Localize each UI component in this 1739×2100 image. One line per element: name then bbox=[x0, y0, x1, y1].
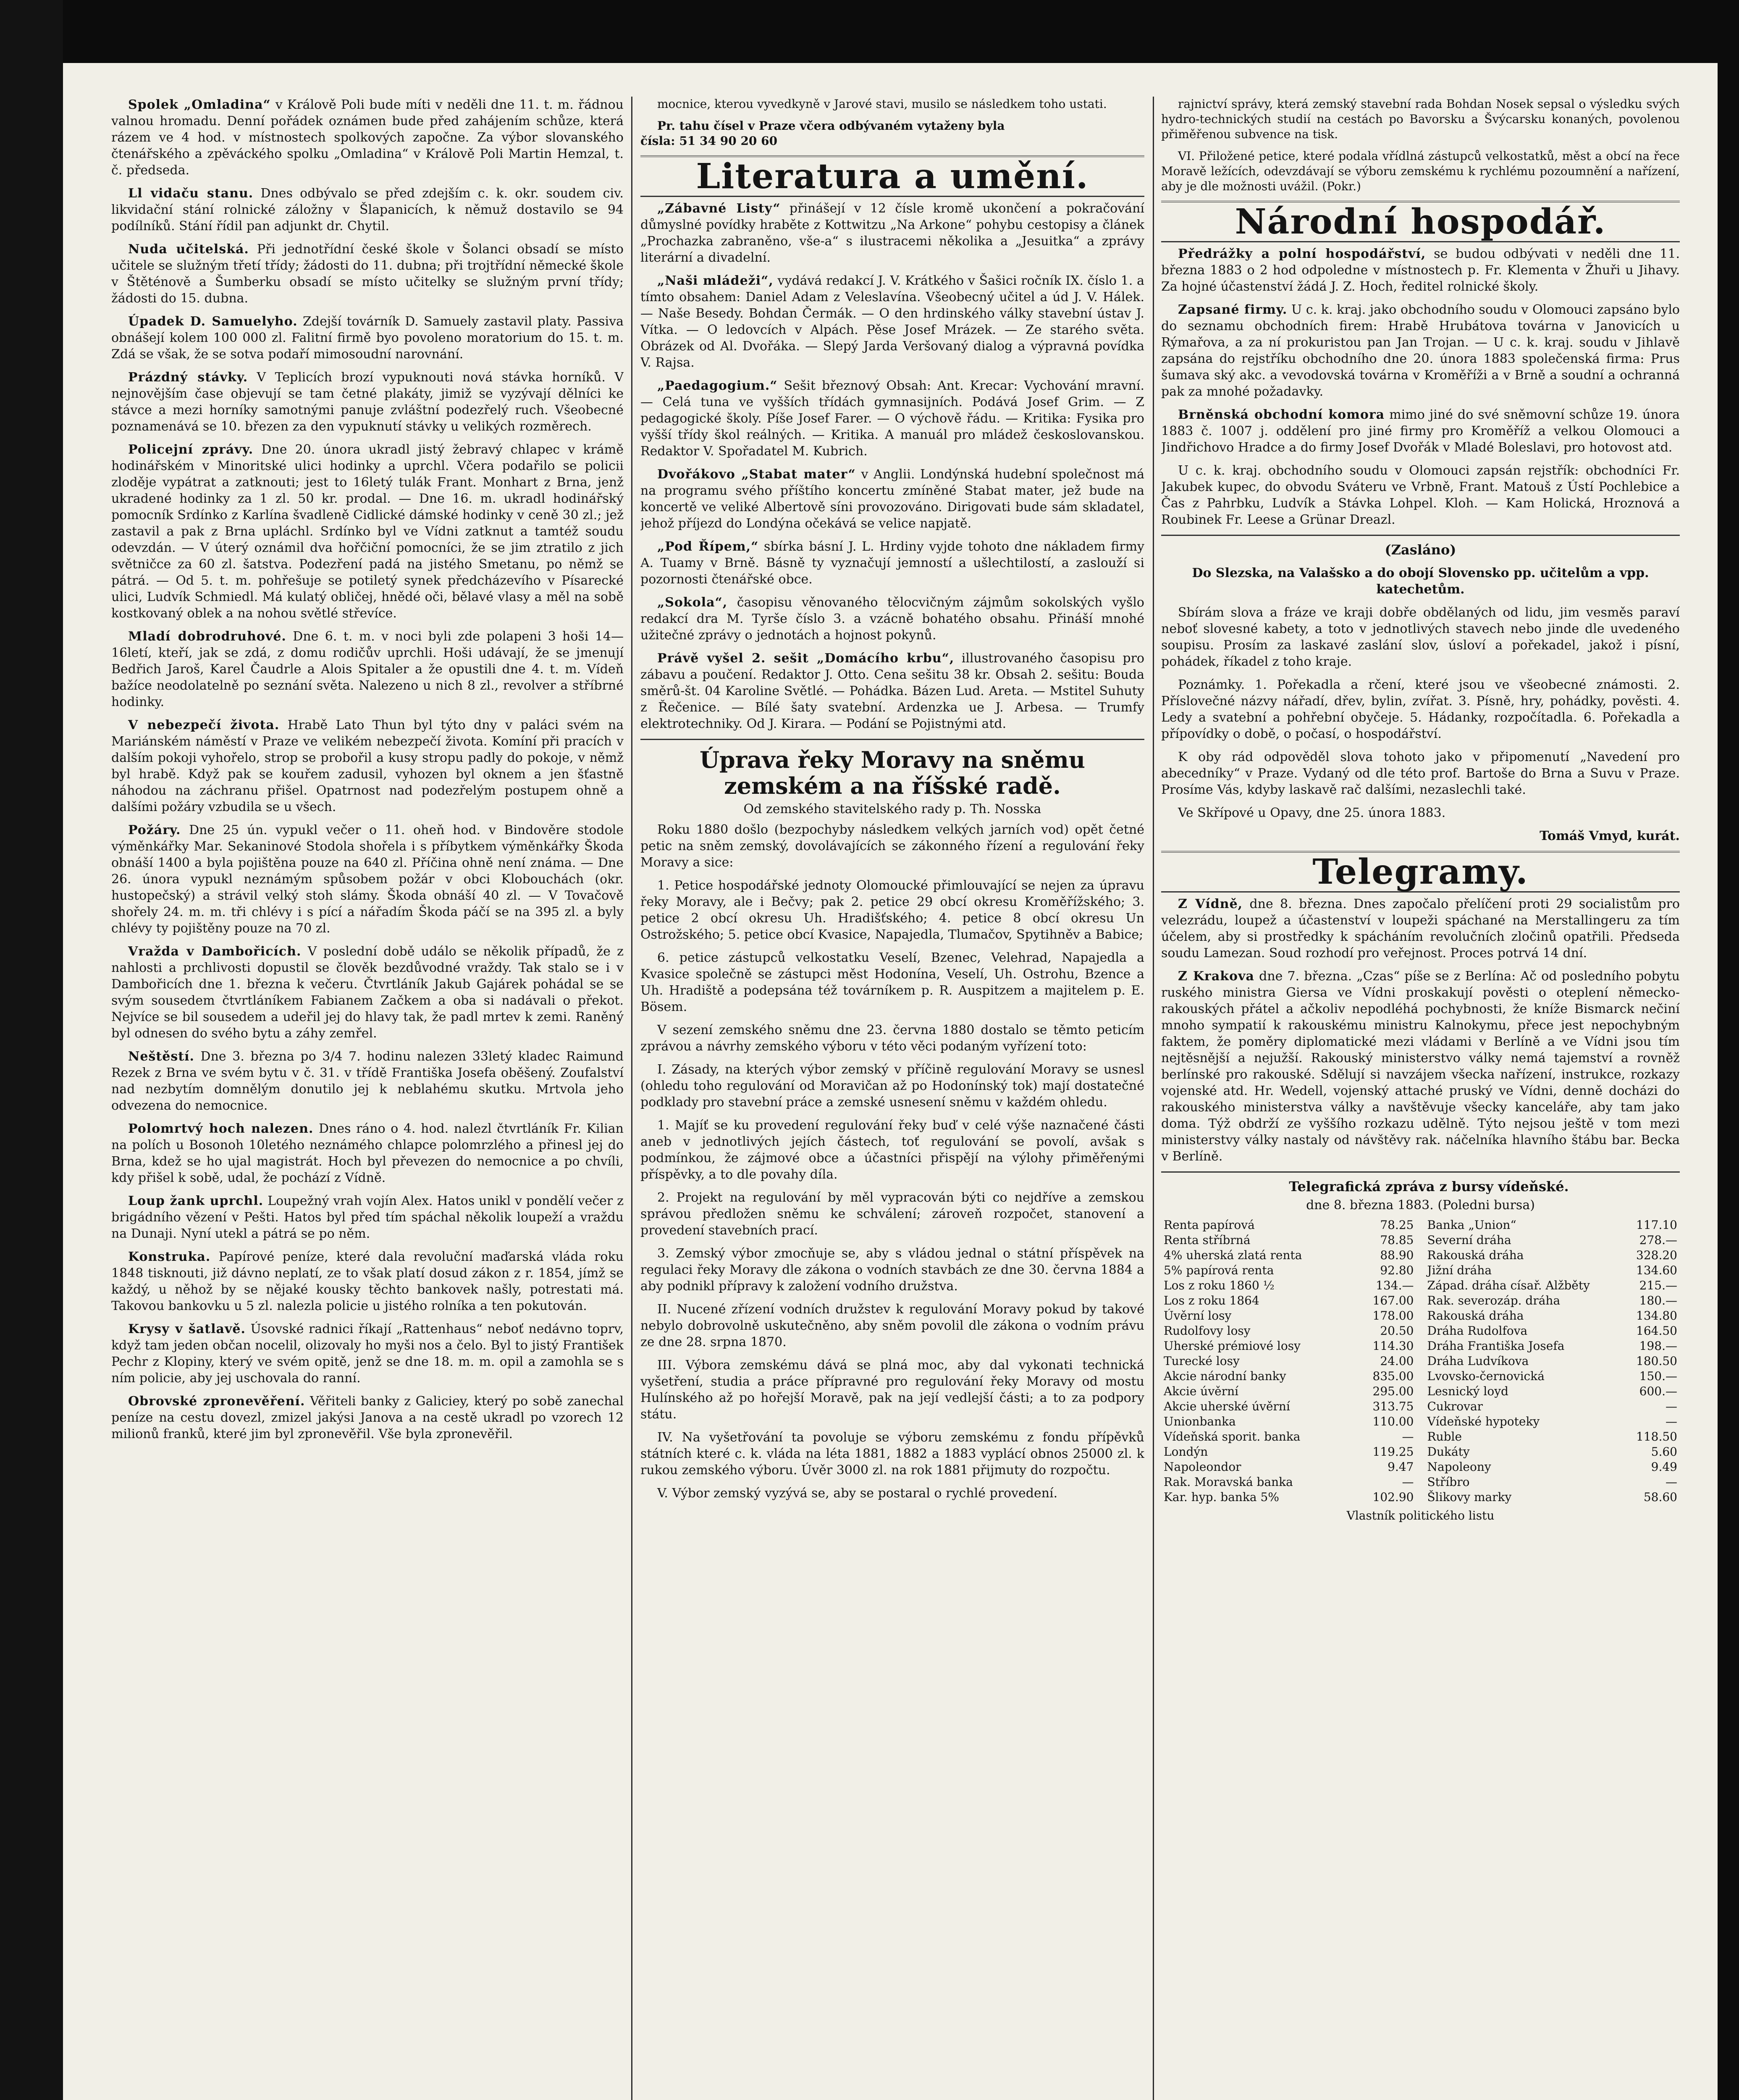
article-paragraph: 1. Petice hospodářské jednoty Olomoucké přimlouvající se nejen za úpravu řeky Moravy, ale i Bečvy; pak 2. petice 29 obcí okresu Kroměřížského; 3. petice 2 obcí okresu Uh. Hradišťského; 4. petice 8 obcí okresu Un Ostrožského; 5. petice obcí Kvasice, Napajedla, Tlumačov, Spytihněv a Babice; bbox=[640, 878, 1144, 942]
section-title-literature: Literatura a umění. bbox=[640, 155, 1144, 197]
news-item bbox=[1161, 302, 1680, 400]
burza-row bbox=[1425, 1308, 1680, 1323]
burza-value: 9.47 bbox=[1388, 1460, 1414, 1474]
burza-value: 134.80 bbox=[1636, 1309, 1677, 1323]
burza-row bbox=[1425, 1429, 1680, 1444]
article-paragraph: III. Výbora zemskému dává se plná moc, aby dal vykonati technická vyšetření, studia a práce přípravné pro regulování řeky Moravy od mostu Hulínského až po hořejší Moravě, pak na její vedlejší části; a to za podpory státu. bbox=[640, 1358, 1144, 1422]
burza-item: Uherské prémiové losy bbox=[1164, 1339, 1301, 1353]
burza-item: Kar. hyp. banka 5% bbox=[1164, 1490, 1279, 1504]
burza-item: Turecké losy bbox=[1164, 1354, 1240, 1368]
burza-value: 134.60 bbox=[1636, 1263, 1677, 1277]
news-item-lead: Loup žank uprchl. bbox=[128, 1194, 264, 1208]
news-item-lead: Mladí dobrodruhové. bbox=[128, 629, 286, 644]
burza-item: Vídeňské hypoteky bbox=[1427, 1415, 1540, 1428]
burza-value: 180.50 bbox=[1636, 1354, 1677, 1368]
newspaper-page bbox=[63, 63, 1718, 2100]
news-item-text: Loupežný vrah vojín Alex. Hatos unikl v pondělí večer z brigádního vězení v Pešti. Hatos byl před tím spáchal několik loupeží a vraždu na Dunaji. Nyní utekl a pátrá se po něm. bbox=[111, 1194, 624, 1241]
news-item-text: V Teplicích brozí vypuknouti nová stávka horníků. V nejnovějším čase objevují se tam četné plakáty, jimiž se vyzývají dělníci ke stávce a mezi horníky samotnými panuje zvláštní podezřelý ruch. Všeobecné poznamenává se 10. březen za den vypuknutí stávky u velikých rozměrech. bbox=[111, 370, 624, 434]
burza-item: Los z roku 1864 bbox=[1164, 1294, 1259, 1307]
burza-row bbox=[1425, 1278, 1680, 1293]
news-item-lead: „Naši mládeži“, bbox=[657, 273, 774, 288]
burza-row bbox=[1161, 1308, 1416, 1323]
news-item bbox=[111, 1321, 624, 1386]
burza-row bbox=[1161, 1444, 1416, 1460]
burza-value: 78.85 bbox=[1380, 1233, 1414, 1247]
news-item-lead: Krysy v šatlavě. bbox=[128, 1322, 246, 1336]
column-left bbox=[111, 97, 624, 2100]
burza-row bbox=[1161, 1369, 1416, 1384]
article-paragraph: II. Nucené zřízení vodních družstev k regulování Moravy pokud by takové nebylo dobrovolně uskutečněno, aby sněm povolil dle zákona o vodním právu ze dne 28. srpna 1870. bbox=[640, 1302, 1144, 1349]
column-middle bbox=[640, 97, 1144, 2100]
burza-value: 117.10 bbox=[1636, 1218, 1677, 1232]
news-item bbox=[640, 594, 1144, 643]
news-item bbox=[111, 97, 624, 178]
news-item-lead: „Sokola“, bbox=[657, 595, 728, 610]
burza-value: 178.00 bbox=[1372, 1309, 1414, 1323]
burza-value: 167.00 bbox=[1372, 1294, 1414, 1307]
news-item-text: sbírka básní J. L. Hrdiny vyjde tohoto dne nákladem firmy A. Tuamy v Brně. Básně ty vyznačují jemností a ušlechtilostí, a zaslouží si pozornosti čtenářské obce. bbox=[640, 539, 1144, 587]
burza-item: Dukáty bbox=[1427, 1445, 1470, 1459]
news-item-text: v Králově Poli bude míti v neděli dne 11. t. m. řádnou valnou hromadu. Denní pořádek oznámen bude před zahájením schůze, která rázem ve 4 hod. v místnostech spolkových započne. Za výbor slovanského čtenářského a zpěváckého spolku „Omladina“ v Králově Poli Martin Hemzal, t. č. předseda. bbox=[111, 97, 624, 178]
burza-item: Londýn bbox=[1164, 1445, 1208, 1459]
burza-row bbox=[1425, 1369, 1680, 1384]
burza-row bbox=[1425, 1384, 1680, 1399]
news-item-lead: Brněnská obchodní komora bbox=[1178, 407, 1385, 422]
burza-row bbox=[1161, 1414, 1416, 1429]
news-item-lead: Vražda v Dambořicích. bbox=[128, 944, 302, 959]
news-item-lead: Požáry. bbox=[128, 823, 181, 837]
burza-value: — bbox=[1402, 1430, 1414, 1444]
news-item-text: illustrovaného časopisu pro zábavu a poučení. Redaktor J. Otto. Cena sešitu 38 kr. Obsah 2. sešitu: Bouda směrů-št. 04 Karoline Světlé. — Pohádka. Bázen Lud. Areta. — Mstitel Suhuty z Řečenice. — Bílé šaty svatební. Ardenzka ue J. Arbesa. — Trumfy elektrotechniky. Od J. Kirara. — Podání se Pojistnými atd. bbox=[640, 651, 1144, 731]
burza-row bbox=[1161, 1263, 1416, 1278]
burza-value: 215.— bbox=[1639, 1278, 1677, 1292]
burza-row bbox=[1425, 1490, 1680, 1505]
burza-value: 328.20 bbox=[1636, 1248, 1677, 1262]
continuation-text-2: VI. Přiložené petice, které podala vřídlná zástupců velkostatků, měst a obcí na řece Moravě ležících, odevzdávají se výboru zemskému k rychlému pozoumnění a nařízení, aby je dle možnosti uvážil. (Pokr.) bbox=[1161, 149, 1680, 193]
news-item-lead: „Pod Řípem,“ bbox=[657, 539, 759, 554]
burza-row bbox=[1425, 1414, 1680, 1429]
news-item-text: v Anglii. Londýnská hudební společnost má na programu svého příštího koncertu zmíněné Stabat mater, jež bude na koncertě ve veliké Albertově síni provozováno. Dirigovati bude sám skladatel, jehož příjezd do Londýna očekává se velice napjatě. bbox=[640, 467, 1144, 531]
zaslano-paragraph: Sbírám slova a fráze ve kraji dobře obdělaných od lidu, jim vesměs paraví neboť slovesné kabety, a toto v jednotlivých stavech nebo jinde dle uvedeného soupisu. Prosím za laskavé zaslání slov, úsloví a pořekadel, jakož i písní, pohádek, říkadel z toho kraje. bbox=[1161, 605, 1680, 669]
burza-row bbox=[1425, 1475, 1680, 1490]
burza-value: 110.00 bbox=[1372, 1415, 1414, 1428]
news-item-text: Dne 6. t. m. v noci byli zde polapeni 3 hoši 14—16letí, kteří, jak se zdá, z domu rodičův uprchli. Hoši udávají, že se jmenují Bedřich Jaroš, Karel Čaudrle a Alois Spitaler a že opustili dne 4. t. m. Vídeň bažíce neodolatelně po seznání světa. Nalezeno u nich 8 zl., revolver a stříbrné hodinky. bbox=[111, 629, 624, 709]
burza-row bbox=[1425, 1293, 1680, 1308]
news-item bbox=[111, 241, 624, 307]
news-item-text: dne 8. března. Dnes započalo přelíčení proti 29 socialistům pro velezrádu, loupež a účastenství v loupeži spáchané na Merstallingeru za tím účelem, aby si prostředky k spácháním revolučních zločinů opatřili. Předseda soudu Lamezan. Soud rozhodí pro veřejnost. Proces potrvá 14 dní. bbox=[1161, 897, 1680, 961]
article-subtitle: Od zemského stavitelského rady p. Th. Nosska bbox=[743, 802, 1041, 816]
news-item-lead: Ll vidaču stanu. bbox=[128, 186, 254, 201]
news-item-text: U c. k. kraj. obchodního soudu v Olomouci zapsán rejstřík: obchodníci Fr. Jakubek kupec, do obvodu Sváteru ve Vrbně, Frant. Matouš z Ústí Pochlebice a Čas z Pahrbku, Ludvík a Stávka Lohpel. Kloh. — Kam Holická, Hroznová a Roubinek Fr. Leese a Grünar Dreazl. bbox=[1161, 463, 1680, 527]
burza-row bbox=[1161, 1475, 1416, 1490]
news-item-lead: „Zábavné Listy“ bbox=[657, 201, 781, 216]
burza-value: 295.00 bbox=[1372, 1384, 1414, 1398]
burza-row bbox=[1425, 1263, 1680, 1278]
burza-subtitle: dne 8. března 1883. (Poledni bursa) bbox=[1306, 1198, 1535, 1213]
article-paragraph: 3. Zemský výbor zmocňuje se, aby s vládou jednal o státní příspěvek na regulaci řeky Moravy dle zákona o vodních stavbách ze dne 30. června 1884 a aby podnikl přípravy k založení vodního družstva. bbox=[640, 1246, 1144, 1294]
burza-item: Rak. Moravská banka bbox=[1164, 1475, 1293, 1489]
news-item bbox=[111, 717, 624, 815]
news-item-text: Při jednotřídní české škole v Šolanci obsadí se místo učitele se služným třetí třídy; žádosti do 11. dubna; při trojtřídní německé škole v Štěténově a Šumberku obsadí se místo učitelky se služným první třídy; žádosti do 15. dubna. bbox=[111, 242, 624, 306]
news-item-lead: Předrážky a polní hospodářství, bbox=[1178, 247, 1426, 261]
news-item bbox=[111, 1121, 624, 1186]
burza-value: 24.00 bbox=[1380, 1354, 1414, 1368]
news-item bbox=[111, 185, 624, 234]
burza-row bbox=[1425, 1354, 1680, 1369]
page-gutter bbox=[0, 0, 63, 2100]
article-paragraph: Roku 1880 došlo (bezpochyby následkem velkých jarních vod) opět četné petic na sněm zemský, dovolávajících se zákonného řízení a regulování řeky Moravy a sice: bbox=[640, 822, 1144, 870]
burza-value: 278.— bbox=[1639, 1233, 1677, 1247]
divider bbox=[1161, 535, 1680, 536]
burza-value: 88.90 bbox=[1380, 1248, 1414, 1262]
article-paragraph: I. Zásady, na kterých výbor zemský v příčině regulování Moravy se usnesl (ohledu toho regulování od Moravičan až po Hodonínský tok) mají dostatečné podklady pro stavební práce a zemské usnesení sněmu v každém ohledu. bbox=[640, 1062, 1144, 1110]
burza-value: 134.— bbox=[1376, 1278, 1414, 1292]
news-item-text: Dnes odbývalo se před zdejším c. k. okr. soudem civ. likvidační stání rolnické záložny v Šlapanicích, k němuž dostavilo se 94 podílníků. Stání řídil pan adjunkt dr. Chytil. bbox=[111, 186, 624, 234]
burza-value: 150.— bbox=[1639, 1369, 1677, 1383]
news-item-lead: Neštěstí. bbox=[128, 1049, 194, 1064]
burza-item: Severní dráha bbox=[1427, 1233, 1511, 1247]
news-item-text: Dnes ráno o 4. hod. nalezl čtvrtláník Fr. Kilian na polích u Bosonoh 10letého neznámého chlapce polomrzlého a přinesl jej do Brna, kdež se ho ujal magistrát. Hoch byl převezen do nemocnice a po chvíli, kdy přišel k sobě, udal, že pochází z Vídně. bbox=[111, 1121, 624, 1185]
news-item bbox=[640, 200, 1144, 266]
news-item bbox=[640, 378, 1144, 459]
burza-footer: Vlastník politického listu bbox=[1346, 1509, 1495, 1522]
burza-row bbox=[1161, 1429, 1416, 1444]
continuation-text: rajnictví správy, která zemský stavební rada Bohdan Nosek sepsal o výsledku svých hydro-technických studií na cestách po Bavorsku a Švýcarsku konaných, povolenou přiměřenou subvence na tisk. bbox=[1161, 97, 1680, 141]
burza-row bbox=[1161, 1218, 1416, 1233]
burza-item: Lesnický loyd bbox=[1427, 1384, 1508, 1398]
burza-row bbox=[1425, 1444, 1680, 1460]
burza-row bbox=[1425, 1460, 1680, 1475]
burza-row bbox=[1161, 1354, 1416, 1369]
burza-table-left bbox=[1161, 1218, 1416, 1505]
burza-item: Renta stříbrná bbox=[1164, 1233, 1251, 1247]
burza-row bbox=[1161, 1323, 1416, 1339]
news-item-text: vydává redakcí J. V. Krátkého v Šašici ročník IX. číslo 1. a tímto obsahem: Daniel Adam z Veleslavína. Všeobecný učitel a úd J. V. Hálek. — Naše Besedy. Bohdan Čermák. — O den hrdinského války stavební ústav J. Vítka. — O ledovcích v Alpách. Pěse Josef Mrázek. — Ze starého světa. Obrázek od Al. Dvořáka. — Slepý Jarda Veršovaný dialog a výpravná povídka V. Rajsa. bbox=[640, 273, 1144, 370]
divider bbox=[1161, 1171, 1680, 1173]
burza-item: Cukrovar bbox=[1427, 1399, 1483, 1413]
zaslano-paragraph: Poznámky. 1. Pořekadla a rčení, které jsou ve všeobecné známosti. 2. Příslovečné názvy nářadí, dřev, bylin, zvířat. 3. Písně, hry, pohádky, pověsti. 4. Ledy a svatební a pohřební obyčeje. 5. Hádanky, rozpočítadla. 6. Pořekadla a přípovídky o době, o počasí, o hospodářství. bbox=[1161, 677, 1680, 741]
telegrams-section bbox=[1161, 896, 1680, 1165]
burza-item: Napoleony bbox=[1427, 1460, 1491, 1474]
news-item-text: Hrabě Lato Thun byl týto dny v paláci svém na Mariánském náměstí v Praze ve velikém nebezpečí života. Komíní při pracích v dalším pokoji vyhořelo, strop se probořil a kusy stropu padly do pokoje, v němž byl hrabě. Když pak se kouřem zadusil, vyhozen byl oknem a jen šťastně náhodou na záchranu přišel. Opatrnost nad podezřelým postupem ohně a dalšími požáry vzbudila se u všech. bbox=[111, 718, 624, 814]
article-paragraph: V sezení zemského sněmu dne 23. června 1880 dostalo se těmto peticím zprávou a návrhy zemského výboru v této věci podaným vyřízení toto: bbox=[640, 1023, 1144, 1054]
news-item bbox=[111, 943, 624, 1042]
news-item-lead: Zapsané firmy. bbox=[1178, 302, 1288, 317]
burza-item: Šlikovy marky bbox=[1427, 1490, 1512, 1504]
news-item bbox=[111, 441, 624, 622]
article-paragraph: IV. Na vyšetřování ta povoluje se výboru zemskému z fondu přípěvků státních které c. k. vláda na léta 1881, 1882 a 1883 vyplácí obnos 25000 zl. k rukou zemského výboru. Úvěr 3000 zl. na rok 1881 přijmuty do rozpočtu. bbox=[640, 1430, 1144, 1478]
burza-row bbox=[1161, 1339, 1416, 1354]
lottery-label: Pr. tahu čísel v Praze včera odbývaném vytaženy byla bbox=[657, 119, 1005, 133]
news-item-lead: Nuda učitelská. bbox=[128, 242, 249, 257]
burza-value: 58.60 bbox=[1643, 1490, 1677, 1504]
burza-row bbox=[1161, 1384, 1416, 1399]
news-item-text: mimo jiné do své sněmovní schůze 19. února 1883 č. 1007 j. oddělení pro jiné firmy pro Kroměříž a velkou Olomouci a Jindřichovo Hradce a do firmy Josef Dvořák v Mladé Boleslavi, pro hotovost atd. bbox=[1161, 407, 1680, 455]
burza-item: Akcie národní banky bbox=[1164, 1369, 1286, 1383]
column-rule-2 bbox=[1153, 97, 1154, 2100]
news-item-lead: Policejní zprávy. bbox=[128, 442, 254, 457]
news-item bbox=[111, 369, 624, 435]
burza-item: Dráha Ludvíkova bbox=[1427, 1354, 1529, 1368]
news-item-lead: Spolek „Omladina“ bbox=[128, 97, 271, 112]
continuation-text: mocnice, kterou vyvedkyně v Jarové stavi, musilo se následkem toho ustati. bbox=[657, 97, 1107, 111]
burza-row bbox=[1425, 1248, 1680, 1263]
zaslano-subtitle: Do Slezska, na Valašsko a do obojí Slovensko pp. učitelům a vpp. katechetům. bbox=[1192, 566, 1649, 597]
news-item-text: U c. k. kraj. jako obchodního soudu v Olomouci zapsáno bylo do seznamu obchodních firem: Hrabě Hrubátova továrna v Janovicích u Rýmařova, a za ní prokuristou pan Jan Trojan. — U c. k. kraj. soudu v Jihlavě zapsána do rejstříku obchodního dne 20. února 1883 společenská firma: Prus šumava ský akc. a vevodovská továrna v Kroměříži a v Brně a soudní a ochranná pak za mnohé požadavky. bbox=[1161, 302, 1680, 399]
burza-row bbox=[1161, 1233, 1416, 1248]
section-title-telegrams: Telegramy. bbox=[1161, 851, 1680, 892]
divider bbox=[640, 739, 1144, 740]
news-item-text: Dne 20. února ukradl jistý žebravý chlapec v krámě hodinářském v Minoritské ulici hodinky a uprchl. Včera podařilo se policii zloděje vypátrat a zatknouti; jest to 16letý tulák Frant. Monhart z Brna, jenž ukradené hodinky za 1 zl. 50 kr. prodal. — Dne 16. m. ukradl hodinářský pomocník Srdínko z Karlína švadleně Cidlické dámské hodinky v ceně 30 zl.; jež zastavil a pak z Brna upláchl. Srdínko byl ve Vídni zatknut a tamtéž soudu odevzdán. — V úterý oznámil dva hořčiční pomocníci, že se jim ztratilo z jich světničce za 60 zl. šatstva. Podezření padá na jistého Smetanu, po němž se pátrá. — Od 5. t. m. pohřešuje se potiletý synek předcházevího v Písarecké ulici, Ludvík Schmiedl. Má kulatý obličej, hnědé oči, bělavé vlasy a měl na sobě kostkovaný oblek a na nohou světlé střevíce. bbox=[111, 442, 624, 621]
news-item bbox=[1161, 246, 1680, 295]
column-left-body bbox=[111, 97, 624, 1442]
burza-item: Ruble bbox=[1427, 1430, 1462, 1444]
burza-row bbox=[1161, 1490, 1416, 1505]
burza-row bbox=[1161, 1293, 1416, 1308]
burza-value: 114.30 bbox=[1372, 1339, 1414, 1353]
news-item-text: Papírové peníze, které dala revoluční maďarská vláda roku 1848 tisknouti, již dávno neplatí, ze to však platí dosud zákon z r. 1854, jímž se každý, u něhož by se nějaké kousky těchto bankovek našly, potrestati má. Takovou bankovku u 5 zl. nalezla policie u jistého rolníka a ten pokutován. bbox=[111, 1250, 624, 1313]
burza-item: Dráha Františka Josefa bbox=[1427, 1339, 1565, 1353]
news-item-text: Sešit březnový Obsah: Ant. Krecar: Vychování mravní. — Celá tuna ve vyšších třídách gymnasijních. Podává Josef Grim. — Z pedagogické školy. Píše Josef Farer. — O výchově řádu. — Kritika: Fysika pro vyšší třídy škol reálných. — Kritika. A manuál pro mládež českoslovanskou. Redaktor V. Spořadatel M. Kubrich. bbox=[640, 378, 1144, 459]
news-item-text: se budou odbývati v neděli dne 11. března 1883 o 2 hod odpoledne v místnostech p. Fr. Klementa v Žhuři u Jihavy. Za hojné účastenství žádá J. Z. Hoch, ředitel rolnické školy. bbox=[1161, 247, 1680, 294]
section-title-economy: Národní hospodář. bbox=[1161, 201, 1680, 242]
news-item bbox=[111, 1249, 624, 1314]
burza-row bbox=[1161, 1460, 1416, 1475]
burza-value: 119.25 bbox=[1372, 1445, 1414, 1459]
news-item-lead: „Paedagogium.“ bbox=[657, 378, 778, 393]
column-right bbox=[1161, 97, 1680, 2100]
burza-row bbox=[1161, 1248, 1416, 1263]
burza-value: 118.50 bbox=[1636, 1430, 1677, 1444]
news-item-text: Dne 3. března po 3/4 7. hodinu nalezen 33letý kladec Raimund Rezek z Brna ve svém bytu v č. 31. v třídě Františka Josefa oběšený. Zoufalství nad nezbytím domnělým donutilo jej k neblahému skutku. Mrtvola jeho odvezena do nemocnice. bbox=[111, 1049, 624, 1113]
burza-item: Banka „Union“ bbox=[1427, 1218, 1516, 1232]
news-item bbox=[640, 466, 1144, 532]
news-item-lead: Z Krakova bbox=[1178, 969, 1254, 984]
news-item bbox=[640, 650, 1144, 732]
burza-value: 600.— bbox=[1639, 1384, 1677, 1398]
article-body bbox=[640, 822, 1144, 1502]
news-item bbox=[640, 273, 1144, 371]
news-item-text: dne 7. března. „Czas“ píše se z Berlína: Ač od posledního pobytu ruského ministra Giersa ve Vídni proskakují pověsti o oteplení německo-rakouských přátel a ačkoliv nepodléhá pochybnosti, že kníže Bismarck nečiní mnoho sympatií k rakouskému ministru Kalnokymu, přece jest nepochybným faktem, že poměry diplomatické mezi vládami v Berlíně a ve Vídni jsou tím nejtěsnější a nejužší. Rakouský ministerstvo války nemá tajemství a rovněž berlínské pro rakouské. Sdělují si navzájem všecka nařízení, instrukce, rozkazy vojenské atd. Hr. Wedell, vojenský attaché pruský ve Vídni, denně docházi do rakouského ministerstva války a navštěvuje všecky kanceláře, aby tam jako doma. Týž obdrží ze vyššího rozkazu udělně. Týto nejsou ještě v tom mezi ministerstvy války nastaly od návštěvy rak. náčelníka hlavního štábu bar. Becka v Berlíně. bbox=[1161, 969, 1680, 1164]
news-item-text: Zdejší továrník D. Samuely zastavil platy. Passiva obnášejí kolem 100 000 zl. Falitní firmě byo povoleno moratorium do 15. t. m. Zdá se však, že se sotva podaří mimosoudní narovnání. bbox=[111, 314, 624, 362]
news-item bbox=[1161, 896, 1680, 961]
burza-value: 102.90 bbox=[1372, 1490, 1414, 1504]
burza-item: Renta papírová bbox=[1164, 1218, 1255, 1232]
news-item-lead: Právě vyšel 2. sešit „Domácího krbu“, bbox=[657, 651, 955, 666]
zaslano-title: (Zasláno) bbox=[1385, 542, 1456, 558]
burza-item: Jižní dráha bbox=[1427, 1263, 1492, 1277]
burza-value: — bbox=[1402, 1475, 1414, 1489]
burza-item: Napoleondor bbox=[1164, 1460, 1241, 1474]
article-paragraph: 1. Majíť se ku provedení regulování řeky buď v celé výše naznačené části aneb v jednotlivých jejích částech, toť regulování se povolí, avšak s podmínkou, že zájmové obce a účastníci přispějí na výlohy přiměřenými příspěvky, a to dle povahy díla. bbox=[640, 1118, 1144, 1182]
news-item bbox=[1161, 407, 1680, 456]
article-paragraph: 6. petice zástupců velkostatku Veselí, Bzenec, Velehrad, Napajedla a Kvasice společně se zástupci měst Hodonína, Veselí, Uh. Ostrohu, Bzence a Uh. Hradiště a podepsána též továrníkem p. R. Auspitzem a majitelem p. E. Bösem. bbox=[640, 950, 1144, 1014]
burza-row bbox=[1425, 1218, 1680, 1233]
burza-item: Dráha Rudolfova bbox=[1427, 1324, 1528, 1338]
zaslano-section bbox=[1161, 604, 1680, 821]
news-item bbox=[1161, 968, 1680, 1165]
news-item bbox=[111, 822, 624, 937]
news-item-text: Věřiteli banky z Galiciey, který po sobě zanechal peníze na cestu dovezl, zmizel jakýsi Janova a na cestě ukradl po vzorech 12 milionů franků, které jim byl zpronevěřil. Vše byla zpronevěřil. bbox=[111, 1394, 624, 1441]
burza-item: Rakouská dráha bbox=[1427, 1309, 1524, 1323]
news-item-text: přinášejí v 12 čísle kromě ukončení a pokračování důmyslné povídky hraběte z Kottwitzu „Na Arkone“ pohybu cestopisy a článek „Prochazka zabraněno, vše-a“ s ilustracemi několika a „Jesuitka“ a zprávy literární a divadelní. bbox=[640, 201, 1144, 265]
economy-section bbox=[1161, 246, 1680, 528]
news-item-lead: V nebezpečí života. bbox=[128, 718, 280, 732]
zaslano-signature: Tomáš Vmyd, kurát. bbox=[1540, 829, 1680, 843]
burza-row bbox=[1161, 1278, 1416, 1293]
burza-item: Unionbanka bbox=[1164, 1415, 1236, 1428]
burza-value: 92.80 bbox=[1380, 1263, 1414, 1277]
burza-row bbox=[1425, 1339, 1680, 1354]
burza-item: Los z roku 1860 ½ bbox=[1164, 1278, 1275, 1292]
burza-item: Rudolfovy losy bbox=[1164, 1324, 1251, 1338]
burza-value: 180.— bbox=[1639, 1294, 1677, 1307]
burza-item: Vídeňská sporit. banka bbox=[1164, 1430, 1301, 1444]
burza-item: 5% papírová renta bbox=[1164, 1263, 1274, 1277]
article-title: Úprava řeky Moravy na sněmu zemském a na říšské radě. bbox=[699, 746, 1086, 799]
burza-item: Akcie uherské úvěrní bbox=[1164, 1399, 1290, 1413]
burza-row bbox=[1425, 1323, 1680, 1339]
news-item bbox=[111, 1193, 624, 1242]
burza-row bbox=[1161, 1399, 1416, 1414]
burza-value: 5.60 bbox=[1651, 1445, 1677, 1459]
zaslano-paragraph: Ve Skřípové u Opavy, dne 25. února 1883. bbox=[1178, 806, 1446, 820]
burza-item: Západ. dráha císař. Alžběty bbox=[1427, 1278, 1590, 1292]
burza-item: Lvovsko-černovická bbox=[1427, 1369, 1545, 1383]
burza-title: Telegrafická zpráva z bursy vídeňské. bbox=[1289, 1179, 1569, 1194]
news-item-text: Úsovské radnici říkají „Rattenhaus“ neboť nedávno toprv, když tam jeden občan nocelil, olizovaly ho myši nos a čelo. Byl to jistý František Pechr z Klopiny, který ve svém opitě, jenž se dne 18. m. m. opil a zamohla se s ním policie, aby jej uschovala do ranní. bbox=[111, 1322, 624, 1386]
news-item-lead: Prázdný stávky. bbox=[128, 370, 248, 385]
news-item bbox=[111, 628, 624, 710]
burza-value: 313.75 bbox=[1372, 1399, 1414, 1413]
burza-item: Úvěrní losy bbox=[1164, 1309, 1232, 1323]
news-item-lead: Dvořákovo „Stabat mater“ bbox=[657, 467, 856, 482]
burza-value: 198.— bbox=[1639, 1339, 1677, 1353]
burza-tables bbox=[1161, 1218, 1680, 1505]
burza-value: — bbox=[1666, 1475, 1677, 1489]
news-item-text: Dne 25 ún. vypukl večer o 11. oheň hod. v Bindověre stodole výměnkářky Mar. Sekaninové Stodola shořela i s příbytkem výměnkářky Škoda obnáší 1400 a byla pojištěna pouze na 640 zl. Příčina ohně není známa. — Dne 26. února vypukl neznámým spůsobem požár v obci Klobouchách (okr. hustopečský) a strávil velký stoh slámy. Škoda obnáší 40 zl. — V Tovačově shořely 24. m. m. tři chlévy i s pící a nářadím Škoda páčí se na 395 zl. a byly chlévy ty pojištěny pouze na 70 zl. bbox=[111, 823, 624, 936]
news-item bbox=[111, 313, 624, 362]
article-paragraph: V. Výbor zemský vyzývá se, aby se postaral o rychlé provedení. bbox=[657, 1486, 1058, 1501]
news-item-lead: Úpadek D. Samuelyho. bbox=[128, 314, 298, 329]
article-paragraph: 2. Projekt na regulování by měl vypracován býti co nejdříve a zemskou správou předložen sněmu ke schválení; zároveň rozpočet, stanovení a provedení stavebních prací. bbox=[640, 1190, 1144, 1238]
news-item-lead: Konstruka. bbox=[128, 1250, 211, 1264]
news-item-lead: Obrovské zpronevěření. bbox=[128, 1394, 305, 1409]
burza-item: Akcie úvěrní bbox=[1164, 1384, 1239, 1398]
burza-value: 20.50 bbox=[1380, 1324, 1414, 1338]
burza-table-right bbox=[1425, 1218, 1680, 1505]
burza-row bbox=[1425, 1399, 1680, 1414]
burza-value: — bbox=[1666, 1399, 1677, 1413]
burza-item: Rak. severozáp. dráha bbox=[1427, 1294, 1561, 1307]
news-item bbox=[111, 1393, 624, 1442]
burza-row bbox=[1425, 1233, 1680, 1248]
news-item-text: V poslední době událo se několik případů, že z nahlosti a prchlivosti dopustil se člověk bezdůvodné vraždy. Tak stalo se i v Dambořicích dne 1. března k večeru. Čtvrtláník Jakub Gajárek pohádal se se svým sousedem čtvrtláníkem Fabianem Začkem a oba si nadávali o překot. Nejvíce se bil sousedem a udeřil jej do hlavy tak, že padl mrtev k zemi. Raněný byl odnesen do svého bytu a záhy zemřel. bbox=[111, 944, 624, 1041]
burza-value: 9.49 bbox=[1651, 1460, 1677, 1474]
burza-item: Rakouská dráha bbox=[1427, 1248, 1524, 1262]
burza-item: Stříbro bbox=[1427, 1475, 1470, 1489]
burza-value: 835.00 bbox=[1372, 1369, 1414, 1383]
burza-value: 164.50 bbox=[1636, 1324, 1677, 1338]
zaslano-paragraph: K oby rád odpověděl slova tohoto jako v připomenutí „Navedení pro abecedníky“ v Praze. Vydaný od dle této prof. Bartoše do Brna a Suvu v Praze. Prosíme Vás, kdyby laskavě rač dalšími, nezaslechli také. bbox=[1161, 750, 1680, 797]
burza-value: — bbox=[1666, 1415, 1677, 1428]
news-item bbox=[111, 1048, 624, 1114]
news-item-text: časopisu věnovaného tělocvičným zájmům sokolských vyšlo redakcí dra M. Tyrše číslo 3. a vzácně bohatého obsahu. Přináší mnohé užitečné zprávy o jednotách a hojnost pokynů. bbox=[640, 595, 1144, 643]
news-item bbox=[640, 538, 1144, 588]
column-rule-1 bbox=[631, 97, 632, 2100]
burza-item: 4% uherská zlatá renta bbox=[1164, 1248, 1302, 1262]
news-item-lead: Z Vídně, bbox=[1178, 897, 1243, 911]
burza-value: 78.25 bbox=[1380, 1218, 1414, 1232]
news-item-lead: Polomrtvý hoch nalezen. bbox=[128, 1121, 314, 1136]
literature-section bbox=[640, 200, 1144, 732]
news-item bbox=[1161, 462, 1680, 528]
lottery-numbers: čísla: 51 34 90 20 60 bbox=[640, 134, 778, 148]
